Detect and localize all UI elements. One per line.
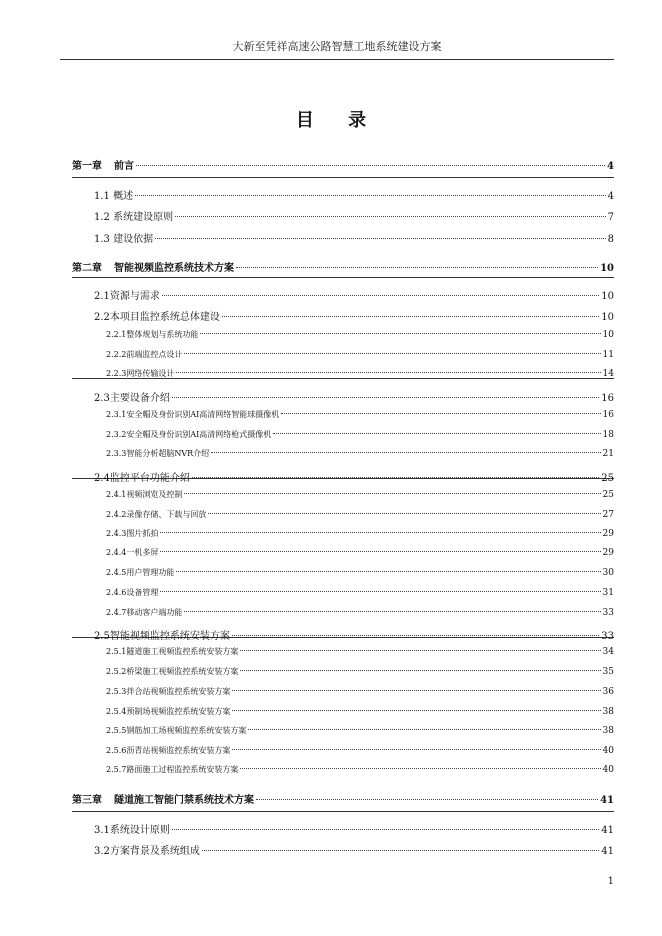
toc-entry-label (106, 646, 238, 657)
dot-leader (160, 532, 600, 533)
dot-leader (172, 829, 599, 830)
toc-page-number: 7 (607, 212, 614, 223)
dot-leader (202, 850, 599, 851)
chapter-number: 第一章 (72, 161, 102, 172)
toc-entry-text: 隧道施工智能门禁系统技术方案 (114, 795, 254, 806)
dot-leader (240, 670, 600, 671)
toc-page-number: 41 (601, 825, 614, 836)
toc-entry-label (106, 725, 246, 736)
toc-entry-label (106, 706, 230, 717)
toc-entry-label (94, 230, 153, 245)
toc-entry-label (94, 287, 160, 302)
dot-leader (240, 768, 600, 769)
toc-entry-label (106, 547, 158, 558)
toc-entry-text: 2.3.3智能分析超脑NVR介绍 (106, 449, 210, 458)
toc-entry-text: 3.1系统设计原则 (94, 825, 170, 836)
toc-entry[interactable] (94, 230, 614, 245)
toc-entry-text: 2.4.4一机多屏 (106, 548, 159, 557)
toc-entry-text: 2.4监控平台功能介绍 (94, 473, 190, 484)
dot-leader (232, 710, 600, 711)
toc-entry-text: 2.5.4预制场视频监控系统安装方案 (106, 707, 231, 716)
toc-entry[interactable] (94, 389, 614, 404)
toc-entry[interactable] (106, 666, 614, 677)
toc-entry-label (106, 349, 182, 360)
toc-entry-label (72, 259, 234, 274)
toc-entry-text: 2.3.1安全帽及身份识别AI高清网络智能球摄像机 (106, 410, 280, 419)
toc-entry[interactable] (106, 448, 614, 459)
toc-entry[interactable] (106, 509, 614, 520)
toc-entry-text: 2.4.2录像存储、下载与回放 (106, 510, 207, 519)
toc-entry-label (106, 567, 174, 578)
toc-entry-text: 2.4.5用户管理功能 (106, 568, 175, 577)
toc-entry-text: 2.5.3拌合站视频监控系统安装方案 (106, 687, 231, 696)
toc-entry-text: 智能视频监控系统技术方案 (114, 263, 234, 274)
toc-entry-label (94, 627, 230, 642)
dot-leader (172, 397, 599, 398)
toc-entry-text: 2.3.2安全帽及身份识别AI高清网络枪式摄像机 (106, 430, 272, 439)
toc-entry-label (106, 764, 238, 775)
dot-leader (232, 690, 600, 691)
toc-page-number: 29 (602, 548, 614, 558)
toc-entry[interactable] (106, 706, 614, 717)
toc-page-number: 10 (601, 291, 614, 302)
dot-leader (232, 635, 599, 636)
toc-title: 目 录 (295, 110, 381, 131)
dot-leader (175, 216, 606, 217)
toc-entry-text: 2.4.6设备管理 (106, 588, 159, 597)
page-number: 1 (607, 876, 614, 887)
toc-entry[interactable] (106, 764, 614, 775)
toc-page-number: 41 (600, 795, 614, 806)
toc-entry[interactable] (72, 259, 614, 274)
toc-entry-label (106, 368, 174, 379)
dot-leader (211, 452, 600, 453)
toc-entry-text: 2.4.1视频浏览及控制 (106, 490, 183, 499)
toc-entry[interactable] (94, 287, 614, 302)
dot-leader (240, 650, 600, 651)
toc-entry[interactable] (72, 157, 614, 172)
toc-entry-label (106, 745, 230, 756)
toc-page-number: 10 (601, 312, 614, 323)
toc-entry-label (94, 842, 200, 857)
toc-entry-label (106, 509, 206, 520)
toc-entry-text: 3.2方案背景及系统组成 (94, 846, 200, 857)
toc-entry-label (106, 528, 158, 539)
toc-entry[interactable] (106, 547, 614, 558)
toc-entry-label (106, 448, 209, 459)
toc-page-number: 34 (602, 647, 614, 657)
toc-entry[interactable] (106, 349, 614, 360)
dot-leader (136, 165, 605, 166)
toc-page-number: 38 (602, 707, 614, 717)
toc-page-number: 27 (602, 510, 614, 520)
toc-entry-label (94, 187, 133, 202)
section-divider (72, 277, 614, 278)
toc-page-number: 25 (602, 490, 614, 500)
toc-entry[interactable] (106, 368, 614, 379)
toc-entry[interactable] (106, 745, 614, 756)
toc-entry[interactable] (106, 686, 614, 697)
dot-leader (155, 238, 606, 239)
toc-page-number: 16 (602, 410, 614, 420)
toc-page-number: 18 (602, 430, 614, 440)
dot-leader (135, 195, 606, 196)
toc-entry-label (94, 389, 170, 404)
toc-entry-text: 前言 (114, 161, 134, 172)
toc-entry-label (106, 587, 158, 598)
toc-page-number: 33 (601, 631, 614, 642)
toc-page-number: 41 (601, 846, 614, 857)
dot-leader (176, 372, 600, 373)
dot-leader (192, 477, 599, 478)
toc-entry[interactable] (94, 208, 614, 223)
toc-page-number: 16 (601, 393, 614, 404)
toc-entry-text: 2.5.6沥青站视频监控系统安装方案 (106, 746, 231, 755)
dot-leader (222, 316, 599, 317)
toc-entry-label (72, 157, 134, 172)
toc-page-number: 14 (602, 369, 614, 379)
toc-entry-label (106, 607, 182, 618)
toc-entry-label (72, 791, 254, 806)
toc-entry-text: 2.5.7路面施工过程监控系统安装方案 (106, 765, 239, 774)
dot-leader (256, 799, 598, 800)
toc-entry-label (106, 409, 279, 420)
toc-page-number: 35 (602, 667, 614, 677)
toc-entry[interactable] (94, 842, 614, 857)
toc-entry-text: 2.2.3网络传输设计 (106, 369, 175, 378)
toc-entry-label (94, 308, 220, 323)
toc-entry-text: 2.5.5钢筋加工场视频监控系统安装方案 (106, 726, 247, 735)
toc-entry[interactable] (72, 791, 614, 806)
toc-entry[interactable] (106, 409, 614, 420)
toc-entry[interactable] (106, 528, 614, 539)
dot-leader (162, 295, 599, 296)
toc-page-number: 8 (607, 234, 614, 245)
chapter-number: 第二章 (72, 263, 102, 274)
toc-page-number: 10 (602, 330, 614, 340)
toc-entry[interactable] (106, 587, 614, 598)
toc-page-number: 40 (602, 746, 614, 756)
page-header: 大新至凭祥高速公路智慧工地系统建设方案 (60, 38, 614, 60)
dot-leader (208, 513, 600, 514)
dot-leader (160, 551, 600, 552)
toc-page-number: 36 (602, 687, 614, 697)
toc-entry[interactable] (106, 646, 614, 657)
dot-leader (160, 591, 600, 592)
toc-entry-label (106, 686, 230, 697)
toc-entry-text: 2.5智能视频监控系统安装方案 (94, 631, 230, 642)
toc-entry-text: 2.3主要设备介绍 (94, 393, 170, 404)
dot-leader (248, 729, 600, 730)
toc-entry-text: 2.5.1隧道施工视频监控系统安装方案 (106, 647, 239, 656)
toc-entry[interactable] (106, 567, 614, 578)
toc-entry-text: 2.2.2前端监控点设计 (106, 350, 183, 359)
toc-page-number: 10 (600, 263, 614, 274)
dot-leader (184, 493, 600, 494)
dot-leader (176, 571, 600, 572)
toc-entry-text: 2.2.1整体规划与系统功能 (106, 330, 199, 339)
toc-entry[interactable] (106, 489, 614, 500)
dot-leader (281, 413, 600, 414)
toc-entry[interactable] (106, 429, 614, 440)
toc-entry-label (94, 469, 190, 484)
dot-leader (273, 433, 600, 434)
toc-page-number: 25 (601, 473, 614, 484)
toc-entry-text: 2.4.3图片抓拍 (106, 529, 159, 538)
toc-page-number: 38 (602, 726, 614, 736)
toc-entry-label (106, 666, 238, 677)
toc-entry-label (106, 489, 182, 500)
toc-page-number: 33 (602, 608, 614, 618)
section-divider (72, 177, 614, 178)
toc-entry-text: 2.5.2桥梁施工视频监控系统安装方案 (106, 667, 239, 676)
toc-entry[interactable] (106, 607, 614, 618)
toc-page-number: 21 (602, 449, 614, 459)
toc-page-number: 11 (602, 350, 614, 360)
toc-page-number: 4 (607, 191, 614, 202)
dot-leader (232, 749, 600, 750)
chapter-number: 第三章 (72, 795, 102, 806)
dot-leader (184, 353, 600, 354)
section-divider (72, 811, 614, 812)
toc-entry-label (94, 208, 173, 223)
toc-entry-text: 2.4.7移动客户端功能 (106, 608, 183, 617)
toc-entry-label (94, 821, 170, 836)
toc-entry[interactable] (94, 821, 614, 836)
toc-page-number: 29 (602, 529, 614, 539)
toc-entry[interactable] (94, 187, 614, 202)
toc-page-number: 4 (607, 161, 614, 172)
toc-entry-text: 1.1 概述 (94, 191, 134, 202)
toc-entry[interactable] (94, 627, 614, 642)
dot-leader (236, 267, 598, 268)
toc-entry[interactable] (106, 725, 614, 736)
toc-page-number: 40 (602, 765, 614, 775)
toc-entry-text: 1.2 系统建设原则 (94, 212, 174, 223)
toc-entry-text: 1.3 建设依据 (94, 234, 154, 245)
toc-page-number: 31 (602, 588, 614, 598)
dot-leader (184, 611, 600, 612)
toc-page-number: 30 (602, 568, 614, 578)
toc-entry-text: 2.1资源与需求 (94, 291, 160, 302)
dot-leader (200, 333, 600, 334)
toc-entry-text: 2.2本项目监控系统总体建设 (94, 312, 220, 323)
toc-entry[interactable] (94, 308, 614, 323)
toc-entry[interactable] (94, 469, 614, 484)
toc-entry-label (106, 429, 271, 440)
toc-entry-label (106, 329, 198, 340)
toc-entry[interactable] (106, 329, 614, 340)
